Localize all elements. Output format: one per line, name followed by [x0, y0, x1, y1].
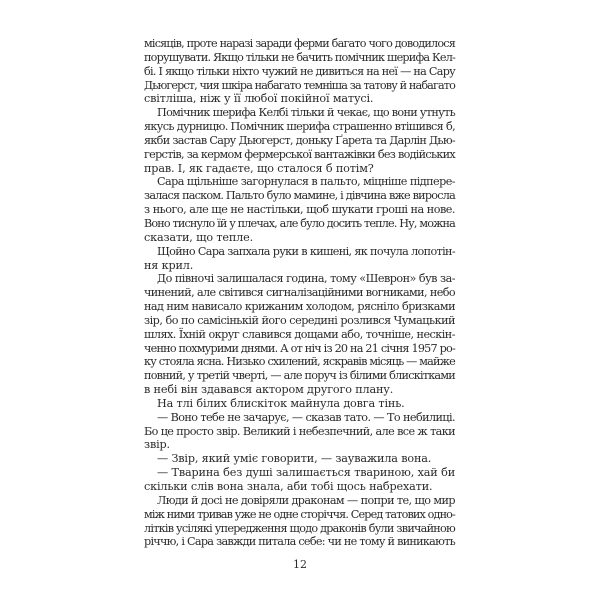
text-line: — Воно тебе не зачарує, — сказав тато. — То небилиці.	[157, 410, 455, 424]
text-line: якусь дурницю. Помічник шерифа страшенно втішився б,	[144, 120, 455, 134]
text-line: ку стояла ясна. Низько схилений, яскравів місяць — майже	[144, 355, 455, 369]
text-line: прав. І, як гадаєте, що сталося б потім?	[144, 161, 374, 175]
text-line: Помічник шерифа Келбі тільки й чекає, що вони утнуть	[157, 106, 455, 120]
text-line: — Тварина без душі залишається твариною, хай би	[157, 466, 455, 480]
text-line: шлях. Їхній округ славився дощами або, точніше, нескін-	[144, 327, 455, 341]
text-line: ченно похмурими днями. А от ніч із 20 на 21 січня 1957 ро-	[144, 341, 455, 355]
body-text	[144, 37, 455, 549]
text-line: якби застав Сару Дьюгерст, доньку Ґарета та Дарлін Дью-	[144, 133, 455, 147]
text-line: На тлі білих блискіток майнула довга тінь.	[157, 396, 405, 410]
text-line: місяців, проте наразі заради ферми багато чого доводилося	[144, 37, 455, 50]
text-line: з нього, але ще не настільки, щоб шукати гроші на нове.	[144, 203, 455, 217]
text-line: До півночі залишалася година, тому «Шеврон» був за-	[157, 272, 455, 286]
text-line: бі. І якщо тільки ніхто чужий не дивиться на неї — на Сару	[144, 64, 455, 78]
text-line: залася паском. Пальто було мамине, і дівчина вже виросла	[144, 189, 455, 203]
text-line: порушувати. Якщо тільки не бачить помічник шерифа Кел-	[144, 50, 455, 64]
text-line: літків усілякі упередження щодо драконів були звичайною	[144, 521, 455, 535]
text-line: Воно тиснуло їй у плечах, але було досить тепле. Ну, можна	[144, 216, 455, 230]
text-line: світліша, ніж у її любої покійної матусі.	[144, 92, 374, 106]
page-number: 12	[293, 558, 307, 571]
text-line: звір.	[144, 438, 170, 452]
text-line: річчю, і Сара завжди питала себе: чи не тому й виникають	[144, 535, 455, 549]
text-line: Щойно Сара запхала руки в кишені, як почула лопотін-	[157, 244, 455, 258]
text-line: Дьюгерст, чия шкіра набагато темніша за татову й набагато	[144, 78, 455, 92]
text-line: повний, у третій чверті, — але поруч із білими блискітками	[144, 369, 455, 383]
text-line: в небі він здавався актором другого плану.	[144, 383, 394, 397]
text-line: сказати, що тепле.	[144, 230, 254, 244]
text-line: скільки слів вона знала, аби тобі щось набрехати.	[144, 480, 433, 493]
text-line: чинений, але світився сигналізаційними вогниками, небо	[144, 286, 455, 300]
text-line: над ним нависало крижаним холодом, рясніло бризками	[144, 300, 455, 314]
text-line: Люди й досі не довіряли драконам — попри те, що мир	[157, 493, 455, 507]
text-line: герстів, за кермом фермерської вантажівки без водійських	[144, 147, 455, 161]
text-line: Сара щільніше загорнулася в пальто, міцніше підпере-	[157, 175, 455, 189]
text-line: між ними тривав уже не одне сторіччя. Серед татових одно-	[144, 507, 455, 521]
text-line: зір, бо по самісінькій його середині розлився Чумацький	[144, 313, 455, 327]
text-line: ня крил.	[144, 258, 194, 272]
text-line: Бо це просто звір. Великий і небезпечний, але все ж таки	[144, 424, 455, 438]
text-line: — Звір, який уміє говорити, — зауважила вона.	[157, 452, 432, 466]
